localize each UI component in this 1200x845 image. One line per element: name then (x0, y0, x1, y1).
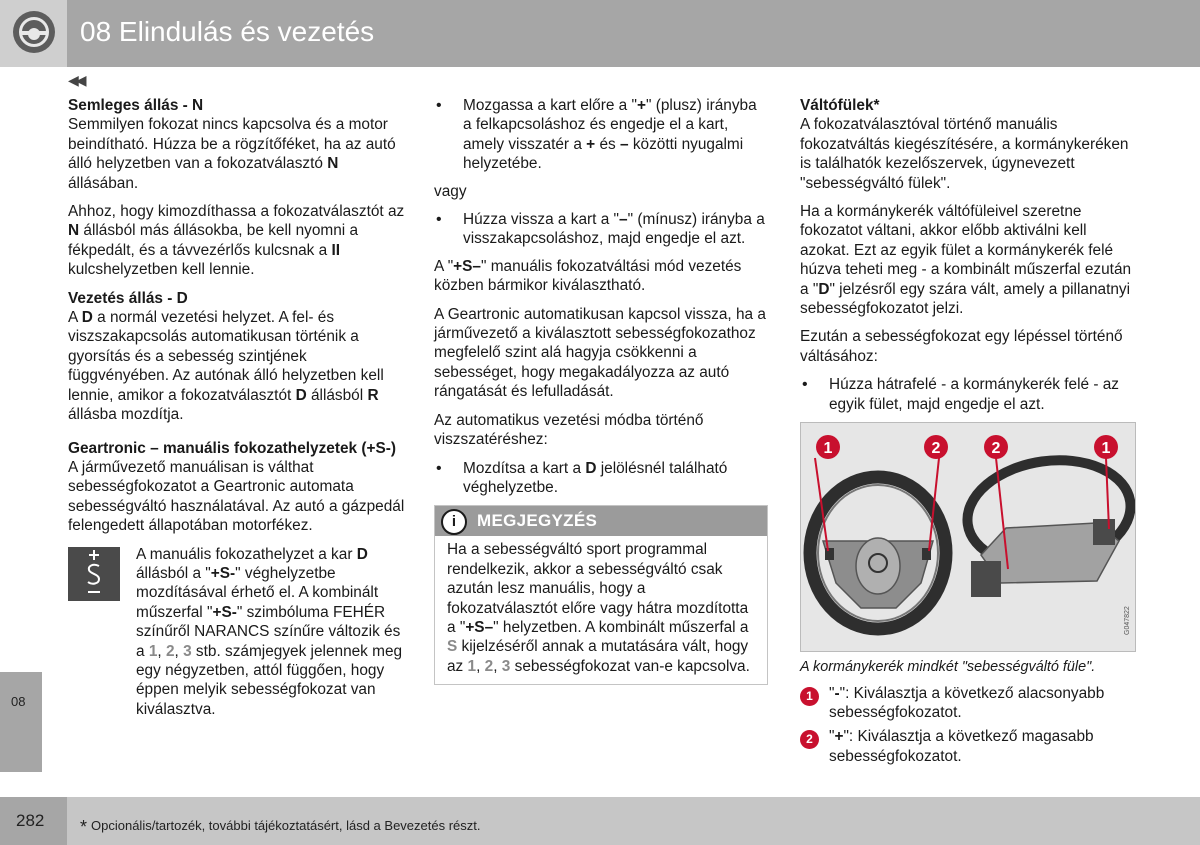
steering-wheel-icon (13, 11, 55, 53)
bullet-upshift: • Mozgassa a kart előre a "+" (plusz) irányba a felkapcsoláshoz és engedje el a kart, amely visszatér a + és – közötti nyugalmi helyzetébe. (434, 96, 768, 174)
geartronic-heading: Geartronic – manuális fokozathelyzetek (+S-) (68, 439, 397, 457)
chapter-title: 08 Elindulás és vezetés (80, 16, 375, 47)
badge-1: 1 (800, 687, 819, 706)
auto-downshift-paragraph: A Geartronic automatikusan kapcsol vissza, ha a járművezető a kiválasztott sebességfokozathoz megfelelő szint alá hagyja csökkenni a sebességet, hogy megakadályozza az autó rángatását és lefulladását. (434, 305, 766, 401)
gear-paragraph: A manuális fokozathelyzet a kar D állásból a "+S-" véghelyzetbe mozdításával érhető el. A kombinált műszerfal "+S-" szimbóluma FEHÉR színűről NARANCS színűre változik és a 1, 2, 3 stb. számjegyek jelennek meg egy négyzetben, attól függően, hogy éppen melyik sebességfokozat van kiválasztva. (136, 545, 403, 718)
footnote-star: * (80, 817, 88, 837)
note-box (434, 505, 768, 685)
badge-2: 2 (800, 730, 819, 749)
drive-paragraph: A D a normál vezetési helyzet. A fel- és viszszakapcsolás automatikusan történik a gyorsítás és a sebesség szintjének függvényében. Az autónak álló helyzetben kell lennie, amikor a fokozatválasztót D állásból R állásba mozdítja. (68, 309, 384, 424)
image-labels (816, 435, 1118, 459)
return-auto-paragraph: Az automatikus vezetési módba történő viszszatéréshez: (434, 411, 704, 449)
image-label-3: 2 (991, 440, 1001, 458)
image-code: G047822 (1124, 606, 1131, 636)
note-title: MEGJEGYZÉS (477, 511, 598, 531)
bullet-list-2 (434, 210, 768, 249)
bullet-pull-paddle: • Húzza hátrafelé - a kormánykerék felé - az egyik fület, majd engedje el azt. (800, 375, 1134, 414)
drive-heading: Vezetés állás - D (68, 289, 188, 307)
chapter-side-tab-label: 08 (11, 694, 26, 709)
footer-note: * Opcionális/tartozék, további tájékoztatásért, lásd a Bevezetés részt. (80, 817, 481, 837)
page-number: 282 (16, 811, 45, 830)
page-footer (0, 797, 1200, 845)
paddle-heading: Váltófülek* (800, 97, 880, 114)
paddle-paragraph-1: A fokozatválasztóval történő manuális fokozatváltás kiegészítésére, a kormánykeréken is találhatók kezelőszervek, úgynevezett "sebességváltó fülek". (800, 116, 1129, 192)
paddle-paragraph-2: Ha a kormánykerék váltófüleivel szeretne fokozatot váltani, akkor előbb aktiválni kell azokat. Ezt az egyik fület a kormánykerék felé húzva teheti meg - a kombinált műszerfal ezután a "D" jelzésről egy szára vált, amely a pillanatnyi sebességfokozatot jelzi. (800, 203, 1132, 318)
bullet-downshift: • Húzza vissza a kart a "–" (mínusz) irányba a visszakapcsoláshoz, majd engedje el azt. (434, 210, 768, 249)
image-caption: A kormánykerék mindkét "sebességváltó füle". (800, 659, 1096, 676)
neutral-paragraph-2: Ahhoz, hogy kimozdíthassa a fokozatválasztót az N állásból más állásokba, be kell nyomni a fékpedált, és a távvezérlős kulcsnak a II kulcshelyzetben kell lennie. (68, 203, 405, 279)
note-header (435, 506, 767, 536)
note-body: Ha a sebességváltó sport programmal rendelkezik, akkor a sebességváltó csak azután lesz manuális, hogy a fokozatválasztót előre vagy hátra mozdította a "+S–" helyzetben. A kombinált műszerfal a S kijelzéséről annak a mutatására vált, hogy az 1, 2, 3 sebességfokozat van-e kapcsolva. (447, 541, 750, 675)
numbered-item-2: 2 "+": Kiválasztja a következő magasabb sebességfokozatot. (800, 727, 1134, 766)
image-label-1: 1 (823, 440, 833, 458)
image-label-2: 2 (931, 440, 941, 458)
neutral-paragraph-1: Semmilyen fokozat nincs kapcsolva és a motor beindítható. Húzza be a rögzítőféket, ha az autó álló helyzetben van a fokozatválasztó N állásában. (68, 116, 396, 192)
geartronic-paragraph: A járművezető manuálisan is válthat sebességfokozatot a Geartronic automata sebességváltó használatával. Az autó a gázpedál felengedett állapotában motorfékez. (68, 458, 405, 535)
bullet-list-1 (434, 96, 768, 174)
steering-wheel-illustration (800, 422, 1136, 652)
previous-page-marker[interactable]: ◀◀ (68, 72, 84, 88)
manual-mode-paragraph: A "+S–" manuális fokozatváltási mód vezetés közben bármikor kiválasztható. (434, 257, 742, 295)
numbered-item-1: 1 "-": Kiválasztja a következő alacsonyabb sebességfokozatot. (800, 684, 1134, 723)
paddle-paragraph-3: Ezután a sebességfokozat egy lépéssel történő váltásához: (800, 328, 1123, 365)
bullet-return-d: • Mozdítsa a kart a D jelölésnél található véghelyzetbe. (434, 459, 768, 498)
bullet-list-3 (434, 459, 768, 498)
numbered-list (800, 684, 1134, 767)
page-header (0, 0, 1200, 67)
image-label-4: 1 (1101, 440, 1111, 458)
column-2 (434, 96, 768, 685)
side-steering-wheel (961, 450, 1136, 597)
header-icon-box (0, 0, 67, 67)
bullet-list-4 (800, 375, 1134, 414)
column-1 (68, 96, 408, 728)
gear-plus-s-minus-icon (68, 547, 120, 601)
column-3 (800, 96, 1134, 771)
neutral-heading: Semleges állás - N (68, 97, 204, 114)
front-steering-wheel (810, 458, 946, 629)
gear-symbol-block (68, 545, 408, 720)
info-icon: i (441, 509, 467, 535)
or-text: vagy (434, 182, 467, 200)
chapter-side-tab (0, 672, 42, 772)
page-number-box (0, 797, 67, 845)
